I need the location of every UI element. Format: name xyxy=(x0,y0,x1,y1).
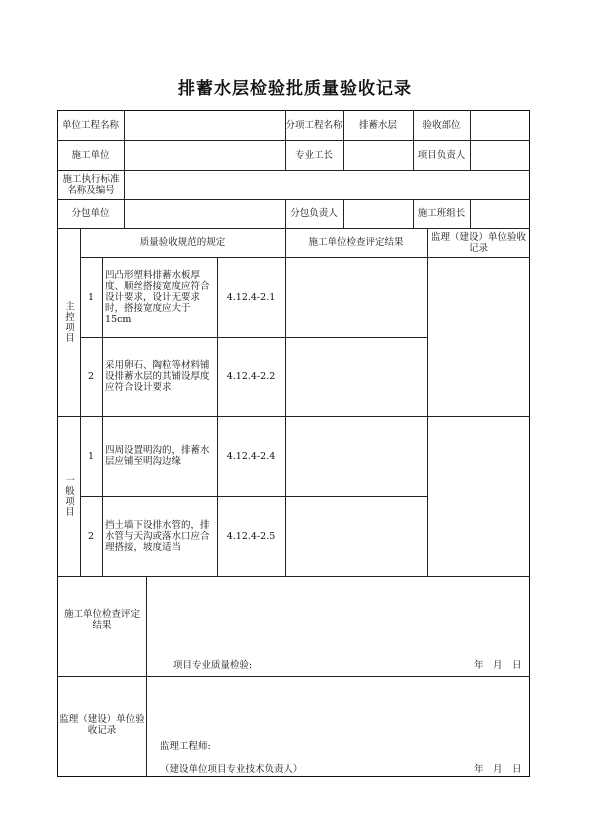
main-item-1-code: 4.12.4-2.1 xyxy=(226,291,276,303)
unit-project-label: 单位工程名称 xyxy=(61,119,119,131)
supervision-engineer-label: 监理工程师: xyxy=(160,741,211,752)
owner-technical-lead-note: （建设单位项目专业技术负责人） xyxy=(160,764,303,775)
general-item-1-text: 四周设置明沟的，排蓄水层应铺至明沟边缘 xyxy=(105,445,210,467)
construction-unit-label: 施工单位 xyxy=(71,149,110,161)
main-items-label xyxy=(57,228,80,416)
main-item-2-text: 采用卵石、陶粒等材料铺设排蓄水层的其铺设厚度应符合设计要求 xyxy=(105,360,210,393)
supervision-label: 监理（建设）单位验收记录 xyxy=(59,714,145,736)
general-item-2-code: 4.12.4-2.5 xyxy=(226,530,276,542)
subcontract-manager-label: 分包负责人 xyxy=(290,208,338,219)
foreman-label: 专业工长 xyxy=(294,149,333,161)
supervision-record-column-header: 监理（建设）单位验收记录 xyxy=(431,231,527,254)
construction-check-label: 施工单位检查评定结果 xyxy=(63,609,140,631)
main-item-1-number: 1 xyxy=(87,291,95,303)
construction-check-date: 年 月 日 xyxy=(474,660,522,671)
general-item-2-text: 挡土墙下设排水管的，排水管与天沟或落水口应合理搭接，坡度适当 xyxy=(105,519,210,553)
subcontract-unit-label: 分包单位 xyxy=(71,208,110,219)
general-item-1-code: 4.12.4-2.4 xyxy=(226,450,276,462)
quality-inspector-label: 项目专业质量检验: xyxy=(173,660,253,671)
main-item-1-text: 凹凸形塑料排蓄水板厚度、顺丝搭接宽度应符合设计要求，设计无要求时，搭接宽度应大于15cm xyxy=(105,269,210,325)
main-item-2-number: 2 xyxy=(87,371,95,382)
general-item-1-number: 1 xyxy=(87,450,95,462)
main-item-2-code: 4.12.4-2.2 xyxy=(226,371,276,382)
main-items-label-text: 主控项目 xyxy=(63,301,74,343)
general-item-2-number: 2 xyxy=(87,530,95,542)
spec-column-header: 质量验收规范的规定 xyxy=(139,237,226,248)
standard-label: 施工执行标准名称及编号 xyxy=(62,173,120,196)
page-title: 排蓄水层检验批质量验收记录 xyxy=(178,79,412,99)
acceptance-part-label: 验收部位 xyxy=(422,119,461,131)
general-items-label-text: 一般项目 xyxy=(63,475,74,517)
sub-project-value: 排蓄水层 xyxy=(358,119,397,131)
general-items-label xyxy=(57,416,80,576)
project-manager-label: 项目负责人 xyxy=(417,149,466,161)
team-leader-label: 施工班组长 xyxy=(417,208,466,219)
sub-project-label: 分项工程名称 xyxy=(285,119,343,131)
construction-result-column-header: 施工单位检查评定结果 xyxy=(308,237,404,248)
supervision-date: 年 月 日 xyxy=(474,764,522,775)
